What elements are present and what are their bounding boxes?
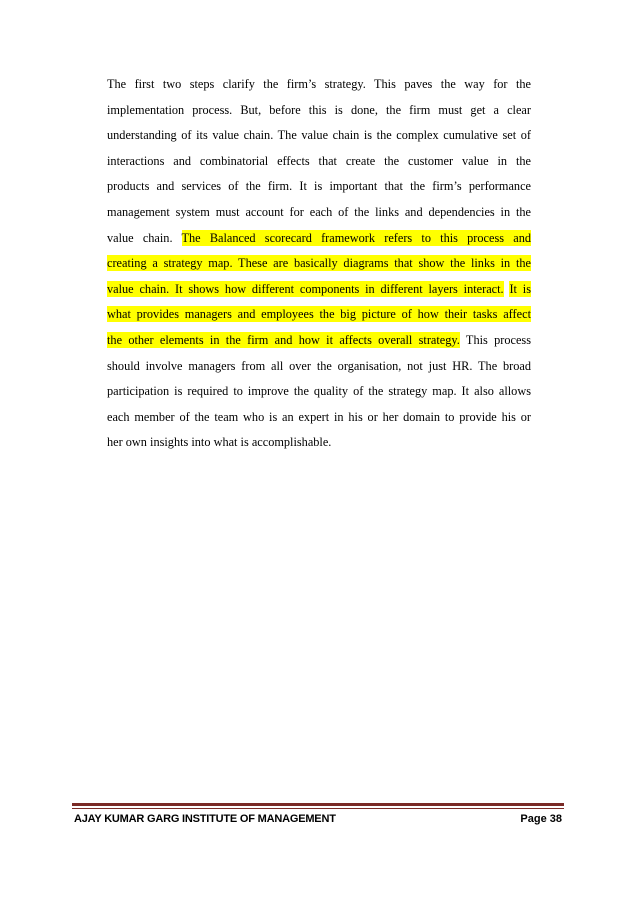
text-line (107, 174, 531, 200)
text-segment: This process (459, 332, 531, 347)
highlighted-text: the other elements in the firm and how it affects overall strategy. (107, 332, 460, 347)
highlighted-text: The Balanced scorecard framework refers to this process and (181, 230, 531, 245)
text-line (107, 302, 531, 328)
text-segment: value chain. (107, 230, 182, 245)
highlighted-text: value chain. It shows how different components in different layers interact. (107, 281, 504, 296)
text-line (107, 379, 531, 405)
text-line (107, 123, 531, 149)
footer-page-number: Page 38 (520, 813, 562, 825)
highlighted-text: what provides managers and employees the big picture of how their tasks affect (107, 307, 531, 322)
highlighted-text: creating a strategy map. These are basically diagrams that show the links in the (107, 256, 531, 271)
text-segment: participation is required to improve the quality of the strategy map. It also allows (107, 384, 531, 399)
text-line (107, 200, 531, 226)
text-segment: implementation process. But, before this is done, the firm must get a clear (107, 102, 531, 117)
text-line (107, 72, 531, 98)
footer-institute-name: AJAY KUMAR GARG INSTITUTE OF MANAGEMENT (74, 813, 336, 825)
text-segment: understanding of its value chain. The value chain is the complex cumulative set of (107, 128, 531, 143)
highlighted-text: It is (509, 281, 531, 296)
text-segment: interactions and combinatorial effects that create the customer value in the (107, 153, 531, 168)
footer-rule (72, 803, 564, 806)
text-line (107, 405, 531, 431)
text-line (107, 277, 531, 303)
body-paragraph (107, 72, 531, 456)
text-segment: The first two steps clarify the firm’s strategy. This paves the way for the (107, 77, 531, 91)
text-segment: should involve managers from all over the organisation, not just HR. The broad (107, 358, 531, 373)
footer-rule-thin (72, 808, 564, 809)
text-line (107, 328, 531, 354)
text-line (107, 251, 531, 277)
text-segment: her own insights into what is accomplishable. (107, 435, 332, 450)
text-line (107, 430, 531, 456)
text-line (107, 149, 531, 175)
text-segment: each member of the team who is an expert in his or her domain to provide his or (107, 409, 531, 424)
text-line (107, 226, 531, 252)
text-segment: products and services of the firm. It is important that the firm’s performance (107, 179, 531, 194)
text-line (107, 354, 531, 380)
text-line (107, 98, 531, 124)
text-segment: management system must account for each of the links and dependencies in the (107, 204, 531, 219)
